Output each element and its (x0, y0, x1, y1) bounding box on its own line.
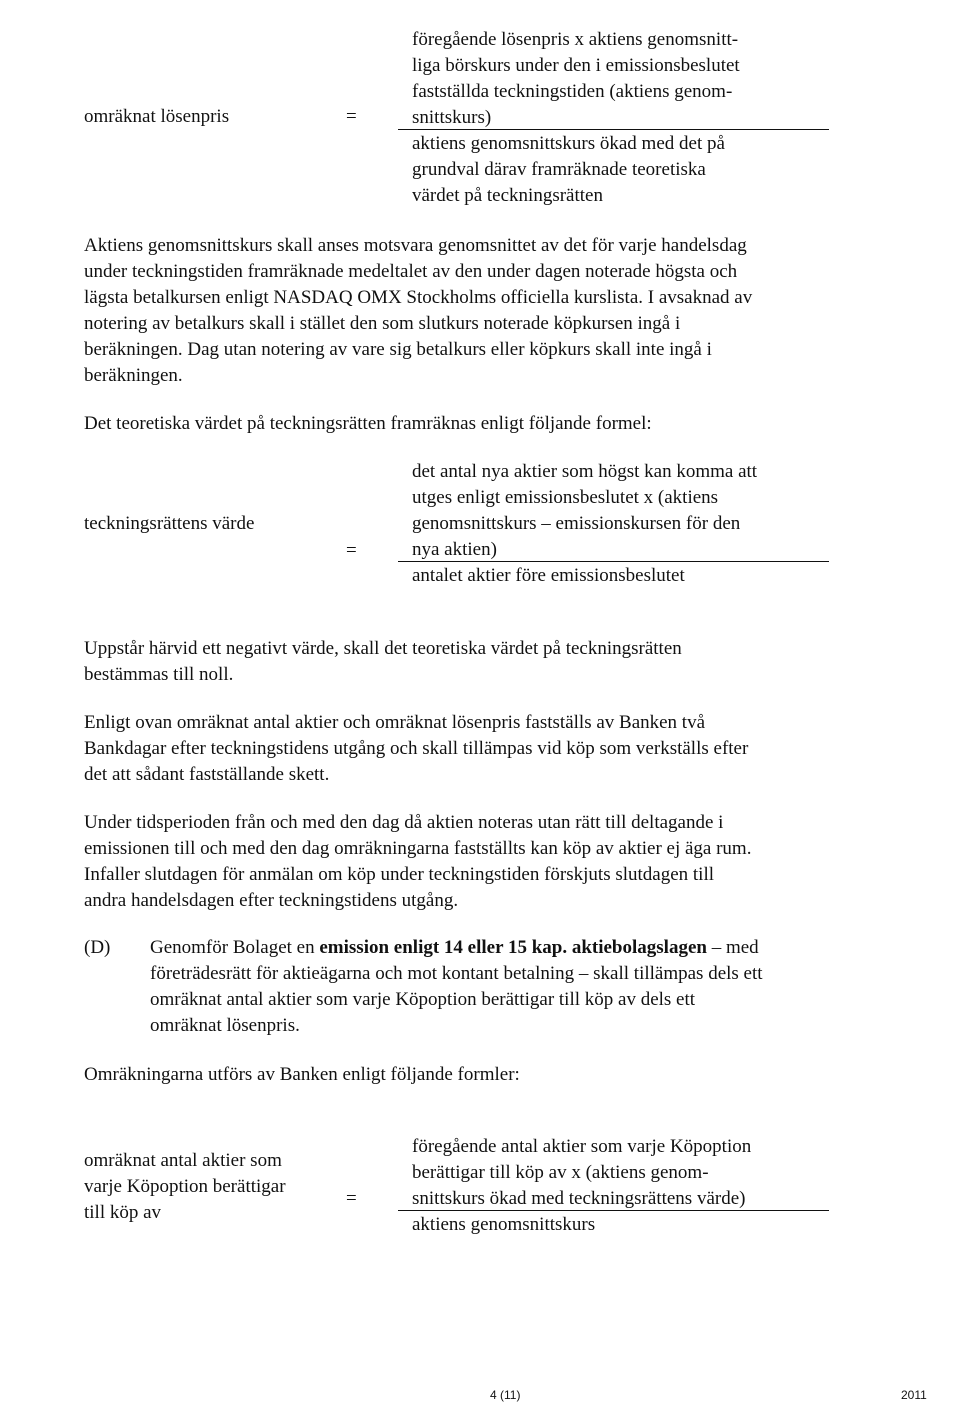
text-line: nya aktien) (412, 539, 497, 560)
paragraph-faststallande (84, 710, 884, 788)
text-line: föregående antal aktier som varje Köpoption (412, 1136, 752, 1157)
text-line: under teckningstiden framräknade medeltalet av den under dagen noterade högsta och (84, 261, 738, 282)
text-line: föregående lösenpris x aktiens genomsnitt- (412, 29, 739, 50)
section-marker: (D) (84, 937, 111, 958)
text-line: Under tidsperioden från och med den dag då aktien noteras utan rätt till deltagande i (84, 812, 724, 833)
formula-numerator (412, 27, 740, 131)
text-line: notering av betalkurs skall i stället den som slutkurs noterade köpkursen ingå i (84, 313, 681, 334)
formula-lhs (84, 1148, 286, 1226)
text-line: andra handelsdagen efter teckningstidens utgång. (84, 890, 459, 911)
text-line: varje Köpoption berättigar (84, 1176, 286, 1197)
text-line: Det teoretiska värdet på teckningsrätten framräknas enligt följande formel: (84, 413, 652, 434)
bold-text: emission enligt 14 eller 15 kap. aktiebolagslagen (319, 937, 707, 958)
text-line: det antal nya aktier som högst kan komma att (412, 461, 758, 482)
text-line: omräknat antal aktier som (84, 1150, 282, 1171)
text-line: Omräkningarna utförs av Banken enligt följande formler: (84, 1064, 520, 1085)
footer-year: 2011 (901, 1388, 927, 1402)
formula-numerator (412, 1134, 751, 1212)
formula-denominator (412, 1212, 595, 1238)
paragraph-omrakningar (84, 1062, 884, 1088)
text-line: genomsnittskurs – emissionskursen för den (412, 513, 741, 534)
fraction-line (398, 129, 829, 130)
text-line: Aktiens genomsnittskurs skall anses motsvara genomsnittet av det för varje handelsdag (84, 235, 747, 256)
text-line: omräknat lösenpris. (150, 1015, 300, 1036)
text-line: omräknat antal aktier som varje Köpoption berättigar till köp av dels ett (150, 989, 696, 1010)
text-line: utges enligt emissionsbeslutet x (aktiens (412, 487, 719, 508)
text-line: bestämmas till noll. (84, 664, 234, 685)
page-number: 4 (11) (490, 1388, 521, 1402)
text-line: Enligt ovan omräknat antal aktier och omräknat lösenpris fastställs av Banken två (84, 712, 706, 733)
formula-numerator (412, 459, 757, 563)
text-line: det att sådant fastställande skett. (84, 764, 330, 785)
text-line: fastställda teckningstiden (aktiens genom- (412, 81, 733, 102)
section-d-body (150, 935, 763, 1039)
text-line: Infaller slutdagen för anmälan om köp under teckningstiden förskjuts slutdagen till (84, 864, 715, 885)
text-line: antalet aktier före emissionsbeslutet (412, 565, 685, 586)
text-line: beräkningen. (84, 365, 183, 386)
text-line: emissionen till och med den dag omräkningarna fastställts kan köp av aktier ej äga rum. (84, 838, 752, 859)
formula-lhs: teckningsrättens värde (84, 513, 255, 534)
text-line: snittskurs) (412, 107, 492, 128)
text-line: aktiens genomsnittskurs (412, 1214, 596, 1235)
text-line: Uppstår härvid ett negativt värde, skall det teoretiska värdet på teckningsrätten (84, 638, 682, 659)
formula-denominator (412, 563, 685, 589)
formula-lhs: omräknat lösenpris (84, 106, 230, 127)
text-line: företrädesrätt för aktieägarna och mot kontant betalning – skall tillämpas dels ett (150, 963, 763, 984)
text-line: beräkningen. Dag utan notering av vare sig betalkurs eller köpkurs skall inte ingå i (84, 339, 712, 360)
formula-equals: = (346, 106, 357, 127)
text-line: Bankdagar efter teckningstidens utgång och skall tillämpas vid köp som verkställs efter (84, 738, 749, 759)
text-line: aktiens genomsnittskurs ökad med det på (412, 133, 725, 154)
paragraph-teoretiska-vardet (84, 411, 884, 437)
text-line: snittskurs ökad med teckningsrättens värde) (412, 1188, 746, 1209)
formula-denominator (412, 131, 725, 209)
text-line (150, 935, 763, 961)
paragraph-genomsnittskurs (84, 233, 884, 389)
formula-equals: = (346, 1188, 357, 1209)
text-line: till köp av (84, 1202, 162, 1223)
fraction-line (398, 561, 829, 562)
paragraph-negativt-varde (84, 636, 884, 688)
text-line: liga börskurs under den i emissionsbeslutet (412, 55, 740, 76)
formula-equals: = (346, 540, 357, 561)
paragraph-tidsperiod (84, 810, 884, 914)
text-run: Genomför Bolaget en (150, 937, 320, 958)
text-line: lägsta betalkursen enligt NASDAQ OMX Stockholms officiella kurslista. I avsaknad av (84, 287, 753, 308)
text-line: värdet på teckningsrätten (412, 185, 603, 206)
text-line: grundval därav framräknade teoretiska (412, 159, 706, 180)
text-line: berättigar till köp av x (aktiens genom- (412, 1162, 709, 1183)
text-run: – med (706, 937, 759, 958)
fraction-line (398, 1210, 829, 1211)
